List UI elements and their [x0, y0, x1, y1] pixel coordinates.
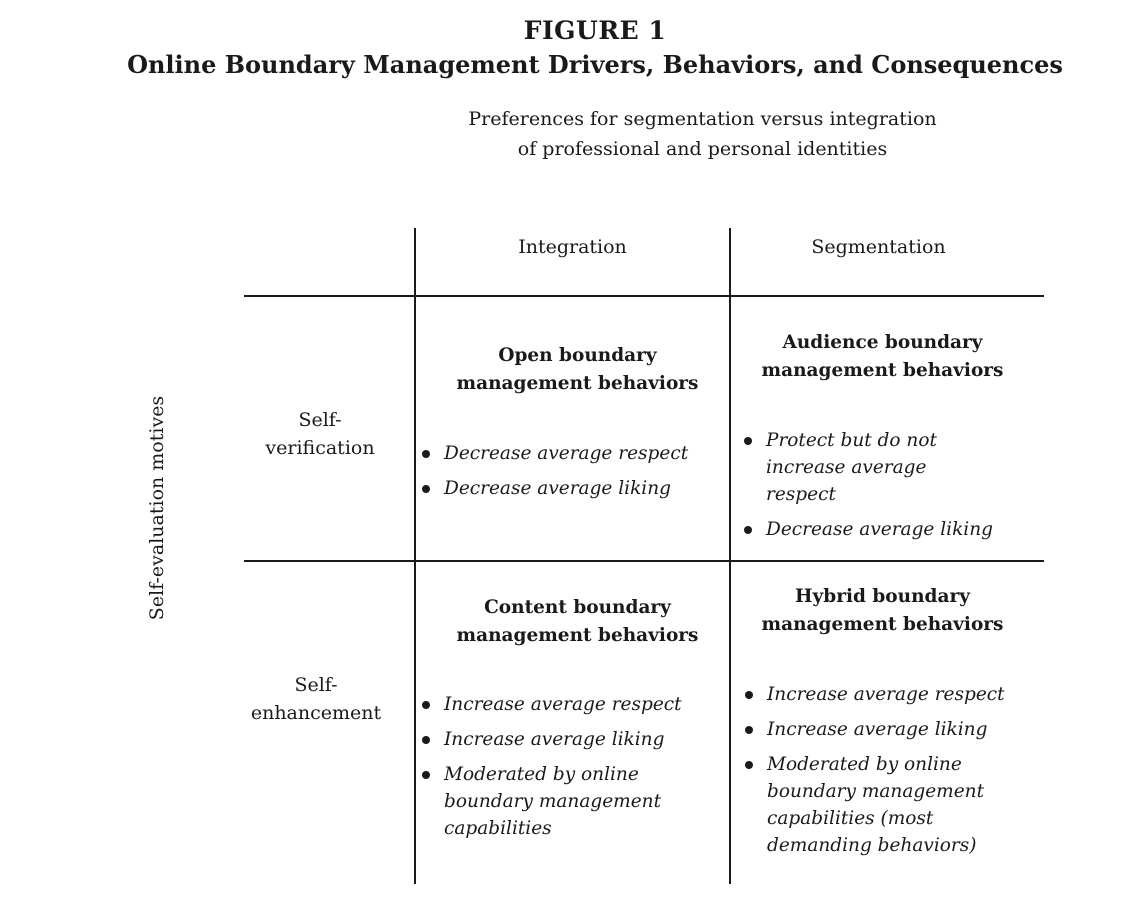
- cell-title-hybrid-boundary: [735, 583, 1030, 639]
- divider-middle: [729, 228, 731, 884]
- row-header-self-verification-line-1: Self-: [298, 409, 342, 431]
- cell-title-open-line-1: Open boundary: [498, 345, 657, 366]
- bullet-item: Decrease average liking: [742, 516, 1032, 543]
- cell-title-open-line-2: management behaviors: [456, 373, 699, 394]
- cell-title-open-boundary: [430, 342, 725, 398]
- bullet-item: Increase average respect: [420, 691, 710, 718]
- bullet-item: Moderated by online boundary management capabilities (most demanding behaviors): [743, 751, 1027, 859]
- divider-left: [414, 228, 416, 884]
- figure-label: FIGURE 1: [523, 16, 667, 45]
- cell-title-audience-line-1: Audience boundary: [782, 332, 983, 353]
- divider-row: [244, 560, 1044, 562]
- bullet-item: Protect but do not increase average respect: [742, 427, 971, 508]
- bullet-list-audience-boundary: [742, 427, 1032, 551]
- cell-title-hybrid-line-1: Hybrid boundary: [795, 586, 970, 607]
- row-header-self-enhancement-line-1: Self-: [294, 674, 338, 696]
- row-header-self-enhancement: [236, 671, 396, 727]
- bullet-item: Increase average liking: [743, 716, 1033, 743]
- bullet-item: Increase average respect: [743, 681, 1033, 708]
- column-group-label-line-1: Preferences for segmentation versus integration: [468, 108, 937, 130]
- row-header-self-enhancement-line-2: enhancement: [250, 702, 382, 724]
- bullet-list-hybrid-boundary: [743, 681, 1033, 867]
- column-group-label-line-2: of professional and personal identities: [517, 138, 888, 160]
- bullet-list-content-boundary: [420, 691, 710, 850]
- cell-title-audience-line-2: management behaviors: [761, 360, 1004, 381]
- column-group-label: [420, 104, 985, 164]
- bullet-item: Decrease average respect: [420, 440, 720, 467]
- cell-title-content-line-1: Content boundary: [484, 597, 671, 618]
- row-group-label: Self-evaluation motives: [146, 395, 168, 621]
- bullet-item: Increase average liking: [420, 726, 710, 753]
- cell-title-content-line-2: management behaviors: [456, 625, 699, 646]
- row-header-self-verification: [240, 406, 400, 462]
- cell-title-hybrid-line-2: management behaviors: [761, 614, 1004, 635]
- cell-title-audience-boundary: [735, 329, 1030, 385]
- column-header-segmentation: Segmentation: [811, 236, 946, 258]
- divider-header: [244, 295, 1044, 297]
- bullet-item: Decrease average liking: [420, 475, 720, 502]
- cell-title-content-boundary: [430, 594, 725, 650]
- figure-title: Online Boundary Management Drivers, Behaviors, and Consequences: [127, 50, 1063, 79]
- bullet-item: Moderated by online boundary management capabilities: [420, 761, 694, 842]
- bullet-list-open-boundary: [420, 440, 720, 510]
- row-header-self-verification-line-2: verification: [265, 437, 375, 459]
- column-header-integration: Integration: [518, 236, 627, 258]
